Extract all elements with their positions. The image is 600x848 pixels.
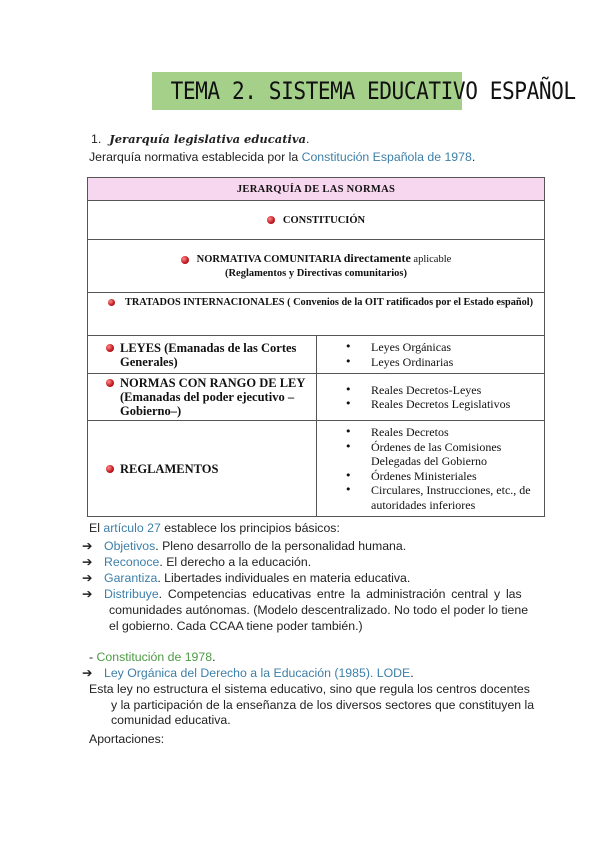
- principle-item: [82, 587, 529, 634]
- constitucion-1978-item: [89, 650, 215, 665]
- list-item: • Leyes Ordinarias: [345, 355, 540, 370]
- item-end: .: [212, 650, 216, 664]
- intro-line: [89, 150, 475, 165]
- principle-text: . Pleno desarrollo de la personalidad humana.: [155, 539, 407, 553]
- list-item: • Reales Decretos: [345, 425, 540, 440]
- art27-post: establece los principios básicos:: [160, 521, 340, 535]
- list-item: • Leyes Orgánicas: [345, 340, 540, 355]
- aportaciones-label: Aportaciones:: [89, 732, 165, 746]
- row-constitucion: [88, 201, 545, 240]
- principle-text: comunidades autónomas. (Modelo descentralizado. No todo el poder lo tiene: [109, 603, 529, 617]
- item-end: .: [410, 666, 414, 680]
- bullet-icon: [267, 216, 275, 224]
- ue-label-b: directamente: [343, 251, 411, 265]
- principle-text: . Competencias educativas entre la administración central y las: [158, 587, 522, 601]
- art27-line: [89, 521, 340, 536]
- lode-paragraph: [89, 682, 535, 729]
- list-item: • Circulares, Instrucciones, etc., de autoridades inferiores: [345, 483, 540, 512]
- row-normativa-comunitaria: [88, 240, 545, 293]
- section-title: Jerarquía legislativa educativa: [109, 132, 307, 146]
- arrow-icon: ➔: [82, 587, 93, 601]
- principle-item: [82, 539, 406, 554]
- principle-key[interactable]: Objetivos: [104, 539, 156, 553]
- arrow-icon: ➔: [82, 539, 93, 553]
- ue-label-a: NORMATIVA COMUNITARIA: [196, 254, 344, 265]
- dash: -: [89, 650, 97, 664]
- row-leyes-right: [317, 336, 545, 374]
- constitucion-label: CONSTITUCIÓN: [282, 214, 366, 226]
- table-header: JERARQUÍA DE LAS NORMAS: [88, 178, 545, 201]
- row-tratados: [88, 293, 545, 336]
- hierarchy-table: [87, 177, 545, 517]
- page-title: TEMA 2. SISTEMA EDUCATIVO ESPAÑOL: [170, 77, 576, 105]
- bullet-icon: [106, 344, 114, 352]
- bullet-icon: [106, 465, 114, 473]
- intro-end: .: [471, 150, 476, 164]
- principle-key[interactable]: Garantiza: [104, 571, 158, 585]
- paragraph-line: y la participación de la enseñanza de los diversos sectores que constituyen la: [111, 697, 535, 712]
- paragraph-line: comunidad educativa.: [111, 713, 231, 728]
- list-item: • Órdenes de las Comisiones Delegadas del Gobierno: [345, 440, 540, 469]
- leyes-label: LEYES (Emanadas de las Cortes Generales): [120, 340, 297, 369]
- section-heading: [91, 132, 309, 147]
- tratados-label: TRATADOS INTERNACIONALES ( Convenios de la OIT ratificados por el Estado español): [125, 297, 534, 308]
- ue-label-c: aplicable: [410, 254, 452, 265]
- intro-text: Jerarquía normativa establecida por la: [89, 150, 302, 164]
- list-item: • Reales Decretos-Leyes: [345, 383, 540, 398]
- row-normas-left: [88, 374, 317, 421]
- art27-pre: El: [89, 521, 104, 535]
- row-reglamentos-right: [317, 421, 545, 517]
- title-highlight: [152, 72, 576, 110]
- section-number: 1.: [91, 132, 102, 146]
- section-title-end: .: [306, 132, 310, 146]
- principle-item: [82, 555, 311, 570]
- bullet-icon: [108, 299, 115, 306]
- principle-key[interactable]: Distribuye: [104, 587, 159, 601]
- constitucion-link[interactable]: Constitución Española de 1978: [301, 150, 472, 164]
- principle-text: el gobierno. Cada CCAA tiene poder también.): [109, 619, 363, 633]
- row-reglamentos-left: [88, 421, 317, 517]
- paragraph-line: Esta ley no estructura el sistema educativo, sino que regula los centros docentes: [89, 682, 530, 696]
- row-leyes-left: [88, 336, 317, 374]
- lode-item: [82, 666, 414, 681]
- arrow-icon: ➔: [82, 571, 93, 585]
- principle-text: . Libertades individuales en materia educativa.: [157, 571, 411, 585]
- ue-subtitle: (Reglamentos y Directivas comunitarios): [224, 268, 408, 279]
- list-item: • Reales Decretos Legislativos: [345, 397, 540, 412]
- principle-text: . El derecho a la educación.: [159, 555, 312, 569]
- lode-link[interactable]: Ley Orgánica del Derecho a la Educación (1985). LODE: [104, 666, 411, 680]
- bullet-icon: [181, 256, 189, 264]
- bullet-icon: [106, 379, 114, 387]
- constitucion-1978-link[interactable]: Constitución de 1978: [96, 650, 213, 664]
- normas-label: NORMAS CON RANGO DE LEY (Emanadas del poder ejecutivo – Gobierno–): [120, 376, 305, 418]
- principle-item: [82, 571, 410, 586]
- arrow-icon: ➔: [82, 555, 93, 569]
- row-normas-right: [317, 374, 545, 421]
- articulo-27-link[interactable]: artículo 27: [103, 521, 161, 535]
- arrow-icon: ➔: [82, 666, 93, 680]
- reglamentos-label: REGLAMENTOS: [120, 461, 219, 476]
- principle-key[interactable]: Reconoce: [104, 555, 160, 569]
- list-item: • Órdenes Ministeriales: [345, 469, 540, 484]
